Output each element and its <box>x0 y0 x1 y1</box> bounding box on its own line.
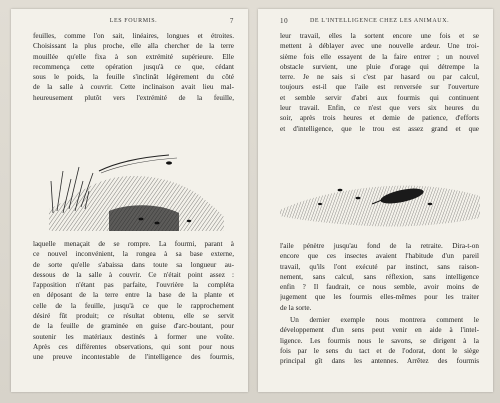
text-line: l'aile pénètre jusqu'au fond de la retraite. Dira-t-on <box>280 242 479 250</box>
page-number: 10 <box>280 17 289 25</box>
text-line: Choisissant la plus proche, elle alla chercher de la terre <box>33 42 234 51</box>
ants-carrying-wing-illustration <box>280 160 480 232</box>
text-line: soir, après trois heures et demie de patience, d'efforts <box>280 114 479 123</box>
text-line: jugement que les fourmis elles-mêmes pour les traiter <box>280 293 479 302</box>
text-line: encore que ces insectes avaient l'habitude d'un pareil <box>280 252 479 261</box>
text-line: heureusement plutôt vers l'extrémité de la feuille, <box>33 93 234 102</box>
text-line: ce nouvel inconvénient, la rongea à sa base externe, <box>33 250 234 259</box>
left-text-bottom <box>33 239 234 363</box>
text-line: celle de la feuille, jusqu'à ce que le rapprochement <box>33 301 234 310</box>
text-line: sième fois elle essayent de la faire entrer ; un nouvel <box>280 52 479 61</box>
text-line: sous le poids, la feuille s'inclinât légèrement du côté <box>33 73 234 82</box>
text-line: développement d'un sens peut venir en aide à l'intel- <box>280 326 479 335</box>
running-head: LES FOURMIS. <box>109 18 158 24</box>
text-line: fois par le sens du tact et de l'odorat, dont le siège <box>280 346 479 355</box>
right-page <box>258 9 493 392</box>
text-line: soutenir les matériaux destinés à former une voûte. <box>33 332 234 341</box>
text-line: dessous de la salle à couvrir. Ce n'était point assez : <box>33 270 234 279</box>
text-line: principal gît dans les antennes. Arrêtez des fourmis <box>280 357 479 366</box>
page-number: 7 <box>229 17 234 25</box>
text-line: en déposant de la terre entre la base de la plante et <box>33 291 234 300</box>
text-line: leur travail, elles la sortent encore une fois et se <box>280 32 479 40</box>
left-page <box>11 9 248 392</box>
text-line: de la feuille de graminée en guise d'arc-boutant, pour <box>33 322 234 331</box>
left-text-top <box>33 31 234 103</box>
text-line: de sorte qu'elle s'abaissa dans toute sa longueur au- <box>33 260 234 269</box>
text-line: feuilles, comme l'on sait, linéaires, longues et étroites. <box>33 32 234 40</box>
text-line: travail, qu'ils l'ont exécuté par instinct, sans raison- <box>280 262 479 271</box>
text-line: leur travail. Enfin, ce n'est que vers six heures du <box>280 104 479 113</box>
text-line: Après ces différentes observations, qui sont pour nous <box>33 342 234 351</box>
ant-nest-illustration <box>49 151 224 231</box>
left-page-header <box>33 18 234 26</box>
text-line: laquelle menaçait de se rompre. La fourmi, parant à <box>33 240 234 248</box>
text-line: de la salle à couvrir. Cette inclinaison avait lieu mal- <box>33 83 234 92</box>
text-line: mouillée qu'elle fixa à son extrémité supérieure. Elle <box>33 52 234 61</box>
text-line: nement, sans calcul, sans réflexion, sans intelligence <box>280 272 479 281</box>
text-line: et semble servir d'abri aux fourmis qui continuent <box>280 93 479 102</box>
right-text-bottom-2 <box>280 315 479 366</box>
right-text-bottom <box>280 241 479 313</box>
text-line: terre. Je ne sais si c'est par hasard ou par calcul, <box>280 73 479 82</box>
text-line: l'apposition n'étant pas parfaite, l'ouvrière la compléta <box>33 281 234 290</box>
text-line: mettent à déblayer avec une nouvelle ardeur. Une troi- <box>280 42 479 51</box>
text-line: une preuve incontestable de l'intelligence des fourmis, <box>33 353 234 362</box>
text-line: et d'intelligence, que le trou est assez grand et que <box>280 124 479 133</box>
right-page-header <box>280 18 479 26</box>
text-line: désiré fût produit; ce résultat obtenu, elle se servit <box>33 312 234 321</box>
text-line: de la sorte. <box>280 303 312 312</box>
text-line: obstacle survient, une pluie d'orage qui détrempe la <box>280 62 479 71</box>
text-line: toujours est-il que l'aile est renversée sur l'ouverture <box>280 83 479 92</box>
text-line: enfin ? Il faudrait, ce nous semble, avoir moins de <box>280 283 479 292</box>
text-line: ligence. Les fourmis nous le savons, se dirigent à la <box>280 336 479 345</box>
right-text-top <box>280 31 479 134</box>
running-head: DE L'INTELLIGENCE CHEZ LES ANIMAUX. <box>310 18 450 24</box>
text-line: Un dernier exemple nous montrera comment le <box>290 316 479 324</box>
text-line: recommença cette opération jusqu'à ce que, cédant <box>33 62 234 71</box>
